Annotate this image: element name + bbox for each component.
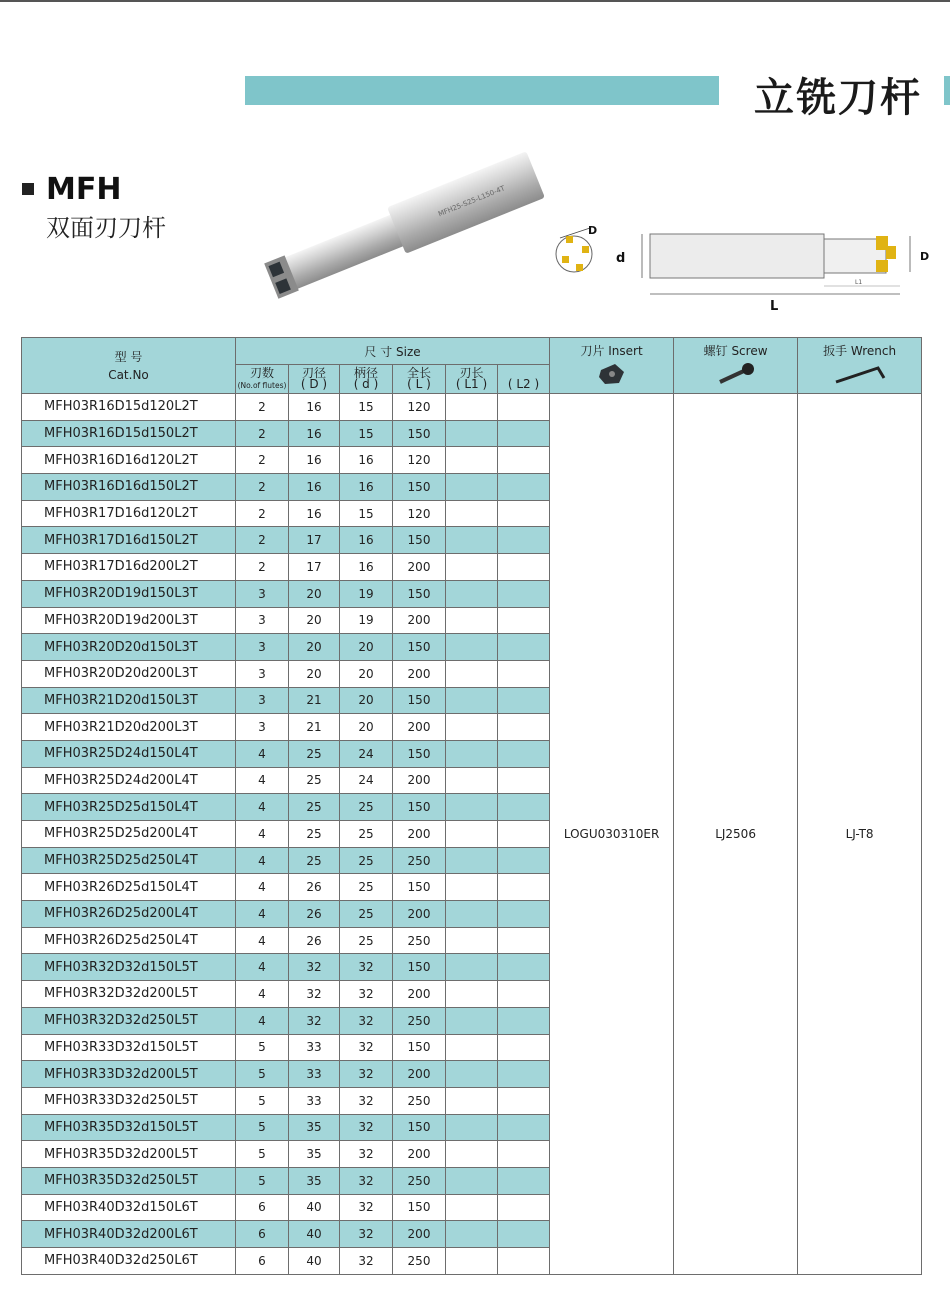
L2-cell (498, 634, 550, 661)
cat-no-cell: MFH03R20D20d150L3T (22, 634, 236, 661)
product-subtitle: 双面刃刀杆 (46, 214, 166, 242)
flutes-cell: 4 (236, 981, 289, 1008)
cat-no-cell: MFH03R32D32d250L5T (22, 1007, 236, 1034)
header-catno (22, 338, 236, 394)
shank-diameter-cell: 25 (340, 794, 393, 821)
cutting-diameter-cell: 21 (289, 714, 340, 741)
header-size: 尺 寸 Size (236, 338, 550, 365)
shank-diameter-cell: 25 (340, 927, 393, 954)
header-flutes-en: (No.of flutes) (237, 380, 287, 390)
cat-no-cell: MFH03R33D32d150L5T (22, 1034, 236, 1061)
cutting-diameter-cell: 40 (289, 1248, 340, 1275)
header-L-en: ( L ) (407, 377, 431, 391)
wrench-icon (832, 362, 888, 386)
cutting-diameter-cell: 17 (289, 527, 340, 554)
cat-no-cell: MFH03R17D16d200L2T (22, 554, 236, 581)
flutes-cell: 3 (236, 634, 289, 661)
L1-cell (446, 901, 498, 928)
cutting-diameter-cell: 16 (289, 500, 340, 527)
header-catno-en: Cat.No (108, 367, 149, 382)
L2-cell (498, 1141, 550, 1168)
shank-diameter-cell: 15 (340, 394, 393, 421)
cat-no-cell: MFH03R21D20d150L3T (22, 687, 236, 714)
L2-cell (498, 1248, 550, 1275)
cat-no-cell: MFH03R17D16d120L2T (22, 500, 236, 527)
shank-diameter-cell: 19 (340, 580, 393, 607)
header-L-cn: 全长 (406, 366, 431, 380)
cutting-diameter-cell: 16 (289, 447, 340, 474)
shank-diameter-cell: 32 (340, 1141, 393, 1168)
L2-cell (498, 981, 550, 1008)
cat-no-cell: MFH03R16D15d150L2T (22, 420, 236, 447)
overall-length-cell: 200 (393, 660, 446, 687)
L2-cell (498, 580, 550, 607)
flutes-cell: 4 (236, 821, 289, 848)
cutting-diameter-cell: 26 (289, 874, 340, 901)
L2-cell (498, 1061, 550, 1088)
overall-length-cell: 150 (393, 954, 446, 981)
header-d-cn: 柄径 (353, 366, 378, 380)
flutes-cell: 6 (236, 1194, 289, 1221)
overall-length-cell: 250 (393, 927, 446, 954)
cat-no-cell: MFH03R25D25d150L4T (22, 794, 236, 821)
side-view-L-label: L (770, 299, 779, 314)
flutes-cell: 2 (236, 447, 289, 474)
L1-cell (446, 394, 498, 421)
L2-cell (498, 1167, 550, 1194)
flutes-cell: 5 (236, 1167, 289, 1194)
shank-diameter-cell: 20 (340, 660, 393, 687)
cutting-diameter-cell: 33 (289, 1087, 340, 1114)
header-d (340, 365, 393, 394)
cat-no-cell: MFH03R35D32d250L5T (22, 1167, 236, 1194)
L2-cell (498, 687, 550, 714)
cat-no-cell: MFH03R26D25d200L4T (22, 901, 236, 928)
cutting-diameter-cell: 16 (289, 420, 340, 447)
cutting-diameter-cell: 35 (289, 1141, 340, 1168)
overall-length-cell: 250 (393, 1007, 446, 1034)
L2-cell (498, 607, 550, 634)
header-L (393, 365, 446, 394)
overall-length-cell: 200 (393, 607, 446, 634)
overall-length-cell: 200 (393, 554, 446, 581)
table-body (22, 394, 922, 1275)
cutting-diameter-cell: 20 (289, 634, 340, 661)
overall-length-cell: 250 (393, 1248, 446, 1275)
L1-cell (446, 420, 498, 447)
flutes-cell: 4 (236, 767, 289, 794)
end-view-D-label: D (588, 224, 598, 237)
overall-length-cell: 200 (393, 1221, 446, 1248)
cat-no-cell: MFH03R26D25d150L4T (22, 874, 236, 901)
shank-diameter-cell: 16 (340, 447, 393, 474)
cat-no-cell: MFH03R40D32d200L6T (22, 1221, 236, 1248)
overall-length-cell: 250 (393, 1167, 446, 1194)
L1-cell (446, 500, 498, 527)
L1-cell (446, 1034, 498, 1061)
insert-icon (597, 362, 627, 386)
side-view-L1-label: L1 (855, 279, 863, 286)
side-view-D-label: D (920, 250, 930, 263)
cat-no-cell: MFH03R25D25d250L4T (22, 847, 236, 874)
shank-diameter-cell: 15 (340, 420, 393, 447)
cat-no-cell: MFH03R26D25d250L4T (22, 927, 236, 954)
overall-length-cell: 120 (393, 500, 446, 527)
shank-diameter-cell: 25 (340, 874, 393, 901)
page-title: 立铣刀杆 (754, 75, 922, 121)
L2-cell (498, 1221, 550, 1248)
L1-cell (446, 821, 498, 848)
overall-length-cell: 150 (393, 1114, 446, 1141)
flutes-cell: 4 (236, 954, 289, 981)
flutes-cell: 6 (236, 1221, 289, 1248)
cat-no-cell: MFH03R17D16d150L2T (22, 527, 236, 554)
shank-diameter-cell: 20 (340, 687, 393, 714)
flutes-cell: 4 (236, 874, 289, 901)
flutes-cell: 5 (236, 1141, 289, 1168)
shank-diameter-cell: 25 (340, 901, 393, 928)
cat-no-cell: MFH03R25D25d200L4T (22, 821, 236, 848)
L1-cell (446, 1194, 498, 1221)
shank-diameter-cell: 16 (340, 474, 393, 501)
L2-cell (498, 901, 550, 928)
L1-cell (446, 554, 498, 581)
overall-length-cell: 200 (393, 821, 446, 848)
L2-cell (498, 1087, 550, 1114)
overall-length-cell: 150 (393, 634, 446, 661)
cutting-diameter-cell: 33 (289, 1061, 340, 1088)
overall-length-cell: 200 (393, 1061, 446, 1088)
header-L2-en: ( L2 ) (507, 377, 540, 391)
L1-cell (446, 580, 498, 607)
header-L1-en: ( L1 ) (455, 377, 488, 391)
cutting-diameter-cell: 25 (289, 847, 340, 874)
cat-no-cell: MFH03R20D19d200L3T (22, 607, 236, 634)
overall-length-cell: 200 (393, 901, 446, 928)
cutting-diameter-cell: 20 (289, 660, 340, 687)
shank-diameter-cell: 25 (340, 847, 393, 874)
side-view-d-label: d (616, 251, 626, 266)
flutes-cell: 3 (236, 660, 289, 687)
flutes-cell: 4 (236, 740, 289, 767)
shank-diameter-cell: 32 (340, 1007, 393, 1034)
L1-cell (446, 1007, 498, 1034)
cutting-diameter-cell: 25 (289, 794, 340, 821)
shank-diameter-cell: 32 (340, 1087, 393, 1114)
L1-cell (446, 1141, 498, 1168)
flutes-cell: 2 (236, 394, 289, 421)
flutes-cell: 6 (236, 1248, 289, 1275)
cutting-diameter-cell: 35 (289, 1167, 340, 1194)
cat-no-cell: MFH03R20D19d150L3T (22, 580, 236, 607)
L2-cell (498, 767, 550, 794)
cutting-diameter-cell: 25 (289, 740, 340, 767)
cat-no-cell: MFH03R40D32d250L6T (22, 1248, 236, 1275)
cutting-diameter-cell: 32 (289, 981, 340, 1008)
header-L2 (498, 365, 550, 394)
shank-diameter-cell: 20 (340, 634, 393, 661)
overall-length-cell: 120 (393, 447, 446, 474)
L2-cell (498, 954, 550, 981)
tool-holder-photo (255, 150, 555, 300)
shank-diameter-cell: 32 (340, 981, 393, 1008)
overall-length-cell: 120 (393, 394, 446, 421)
overall-length-cell: 150 (393, 420, 446, 447)
cat-no-cell: MFH03R33D32d250L5T (22, 1087, 236, 1114)
header-screw (674, 338, 798, 394)
L1-cell (446, 714, 498, 741)
L2-cell (498, 1007, 550, 1034)
shank-diameter-cell: 32 (340, 1221, 393, 1248)
header-flutes-cn: 刃数 (249, 365, 274, 380)
cutting-diameter-cell: 16 (289, 394, 340, 421)
L1-cell (446, 1221, 498, 1248)
shank-diameter-cell: 32 (340, 1061, 393, 1088)
L2-cell (498, 794, 550, 821)
flutes-cell: 5 (236, 1061, 289, 1088)
shank-diameter-cell: 20 (340, 714, 393, 741)
header-screw-label: 螺钉 Screw (703, 344, 768, 358)
shank-diameter-cell: 24 (340, 767, 393, 794)
cutting-diameter-cell: 26 (289, 927, 340, 954)
flutes-cell: 2 (236, 420, 289, 447)
cutting-diameter-cell: 40 (289, 1194, 340, 1221)
flutes-cell: 3 (236, 580, 289, 607)
flutes-cell: 2 (236, 527, 289, 554)
L1-cell (446, 1087, 498, 1114)
L2-cell (498, 874, 550, 901)
cat-no-cell: MFH03R25D24d200L4T (22, 767, 236, 794)
header-D (289, 365, 340, 394)
shank-diameter-cell: 15 (340, 500, 393, 527)
overall-length-cell: 200 (393, 714, 446, 741)
L1-cell (446, 981, 498, 1008)
overall-length-cell: 150 (393, 1194, 446, 1221)
cat-no-cell: MFH03R32D32d150L5T (22, 954, 236, 981)
header-banner-bar (245, 76, 719, 105)
overall-length-cell: 150 (393, 874, 446, 901)
overall-length-cell: 150 (393, 687, 446, 714)
flutes-cell: 4 (236, 1007, 289, 1034)
L1-cell (446, 740, 498, 767)
shank-diameter-cell: 24 (340, 740, 393, 767)
header-catno-cn: 型 号 (114, 349, 143, 364)
L1-cell (446, 474, 498, 501)
cutting-diameter-cell: 25 (289, 767, 340, 794)
header-D-en: ( D ) (300, 377, 328, 391)
cutting-diameter-cell: 32 (289, 1007, 340, 1034)
flutes-cell: 4 (236, 927, 289, 954)
L2-cell (498, 394, 550, 421)
overall-length-cell: 150 (393, 740, 446, 767)
L2-cell (498, 1034, 550, 1061)
insert-value-cell: LOGU030310ER (550, 394, 674, 1275)
L1-cell (446, 1061, 498, 1088)
flutes-cell: 4 (236, 847, 289, 874)
L2-cell (498, 821, 550, 848)
L1-cell (446, 1248, 498, 1275)
cat-no-cell: MFH03R33D32d200L5T (22, 1061, 236, 1088)
shank-diameter-cell: 32 (340, 1248, 393, 1275)
cutting-diameter-cell: 26 (289, 901, 340, 928)
flutes-cell: 2 (236, 500, 289, 527)
shank-diameter-cell: 16 (340, 527, 393, 554)
flutes-cell: 4 (236, 901, 289, 928)
L2-cell (498, 847, 550, 874)
L2-cell (498, 1194, 550, 1221)
end-view-diagram (552, 222, 602, 282)
cat-no-cell: MFH03R32D32d200L5T (22, 981, 236, 1008)
cutting-diameter-cell: 21 (289, 687, 340, 714)
flutes-cell: 3 (236, 687, 289, 714)
L2-cell (498, 527, 550, 554)
cat-no-cell: MFH03R40D32d150L6T (22, 1194, 236, 1221)
shank-diameter-cell: 19 (340, 607, 393, 634)
flutes-cell: 5 (236, 1087, 289, 1114)
table-row (22, 394, 922, 421)
overall-length-cell: 200 (393, 767, 446, 794)
L1-cell (446, 607, 498, 634)
L1-cell (446, 634, 498, 661)
L1-cell (446, 527, 498, 554)
header-banner-accent (944, 76, 950, 105)
overall-length-cell: 250 (393, 847, 446, 874)
header-wrench (798, 338, 922, 394)
shank-diameter-cell: 32 (340, 1194, 393, 1221)
L1-cell (446, 874, 498, 901)
L2-cell (498, 420, 550, 447)
shank-diameter-cell: 32 (340, 1167, 393, 1194)
flutes-cell: 4 (236, 794, 289, 821)
L2-cell (498, 660, 550, 687)
cat-no-cell: MFH03R35D32d150L5T (22, 1114, 236, 1141)
cutting-diameter-cell: 17 (289, 554, 340, 581)
cat-no-cell: MFH03R20D20d200L3T (22, 660, 236, 687)
L1-cell (446, 954, 498, 981)
flutes-cell: 5 (236, 1034, 289, 1061)
L2-cell (498, 474, 550, 501)
flutes-cell: 3 (236, 607, 289, 634)
cutting-diameter-cell: 20 (289, 607, 340, 634)
product-model: MFH (46, 172, 122, 207)
header-wrench-label: 扳手 Wrench (823, 344, 897, 358)
L2-cell (498, 1114, 550, 1141)
cat-no-cell: MFH03R16D15d120L2T (22, 394, 236, 421)
overall-length-cell: 200 (393, 981, 446, 1008)
L1-cell (446, 660, 498, 687)
cutting-diameter-cell: 16 (289, 474, 340, 501)
screw-icon (714, 362, 758, 386)
cat-no-cell: MFH03R16D16d150L2T (22, 474, 236, 501)
screw-value-cell: LJ2506 (674, 394, 798, 1275)
L1-cell (446, 847, 498, 874)
overall-length-cell: 150 (393, 474, 446, 501)
top-rule (0, 0, 950, 2)
flutes-cell: 2 (236, 554, 289, 581)
cat-no-cell: MFH03R35D32d200L5T (22, 1141, 236, 1168)
wrench-value-cell: LJ-T8 (798, 394, 922, 1275)
flutes-cell: 2 (236, 474, 289, 501)
L1-cell (446, 767, 498, 794)
engraving-text: MFH25-S25-L150-4T (437, 184, 507, 219)
cutting-diameter-cell: 35 (289, 1114, 340, 1141)
header-L1 (446, 365, 498, 394)
overall-length-cell: 150 (393, 580, 446, 607)
specification-table (21, 337, 922, 1275)
L1-cell (446, 927, 498, 954)
header-insert-label: 刀片 Insert (580, 344, 643, 358)
bullet-square-icon (22, 183, 34, 195)
side-view-diagram (610, 222, 935, 317)
shank-diameter-cell: 32 (340, 1114, 393, 1141)
overall-length-cell: 150 (393, 1034, 446, 1061)
L2-cell (498, 447, 550, 474)
header-flutes (236, 365, 289, 394)
L2-cell (498, 740, 550, 767)
cat-no-cell: MFH03R25D24d150L4T (22, 740, 236, 767)
header-L1-cn: 刃长 (459, 366, 484, 380)
L2-cell (498, 927, 550, 954)
L1-cell (446, 794, 498, 821)
L2-cell (498, 714, 550, 741)
header-D-cn: 刃径 (301, 366, 326, 380)
overall-length-cell: 250 (393, 1087, 446, 1114)
cutting-diameter-cell: 33 (289, 1034, 340, 1061)
shank-diameter-cell: 32 (340, 1034, 393, 1061)
shank-diameter-cell: 16 (340, 554, 393, 581)
header-d-en: ( d ) (353, 377, 379, 391)
L2-cell (498, 500, 550, 527)
L1-cell (446, 447, 498, 474)
overall-length-cell: 150 (393, 527, 446, 554)
cat-no-cell: MFH03R16D16d120L2T (22, 447, 236, 474)
cutting-diameter-cell: 40 (289, 1221, 340, 1248)
cutting-diameter-cell: 20 (289, 580, 340, 607)
cutting-diameter-cell: 32 (289, 954, 340, 981)
L2-cell (498, 554, 550, 581)
L1-cell (446, 1167, 498, 1194)
overall-length-cell: 200 (393, 1141, 446, 1168)
header-insert (550, 338, 674, 394)
shank-diameter-cell: 25 (340, 821, 393, 848)
L1-cell (446, 1114, 498, 1141)
flutes-cell: 3 (236, 714, 289, 741)
cat-no-cell: MFH03R21D20d200L3T (22, 714, 236, 741)
overall-length-cell: 150 (393, 794, 446, 821)
L1-cell (446, 687, 498, 714)
shank-diameter-cell: 32 (340, 954, 393, 981)
cutting-diameter-cell: 25 (289, 821, 340, 848)
flutes-cell: 5 (236, 1114, 289, 1141)
